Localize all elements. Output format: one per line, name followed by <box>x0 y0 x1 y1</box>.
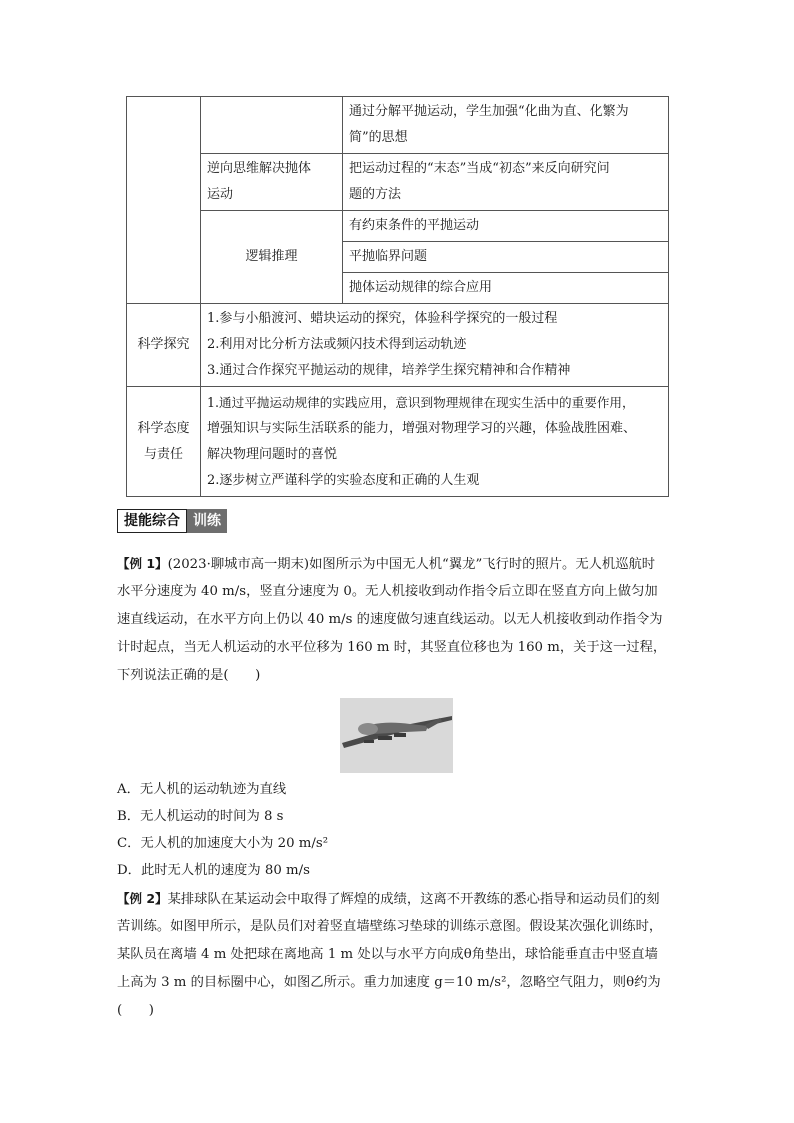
section-heading-left: 提能综合 <box>117 509 187 533</box>
section-heading <box>117 509 227 533</box>
logic-item: 有约束条件的平抛运动 <box>343 211 669 242</box>
attitude-label: 科学态度 与责任 <box>127 387 201 497</box>
method-cell: 逆向思维解决抛体 运动 <box>201 154 343 211</box>
drone-photo <box>340 698 453 773</box>
method-desc-cell: 把运动过程的“末态”当成“初态”来反向研究问 题的方法 <box>343 154 669 211</box>
option-c: C．无人机的加速度大小为 20 m/s² <box>117 836 329 851</box>
example-2-tag: 【例 2】 <box>117 891 168 906</box>
science-inquiry-label: 科学探究 <box>127 304 201 387</box>
option-b: B．无人机运动的时间为 8 s <box>117 809 284 824</box>
example-1-tag: 【例 1】 <box>117 556 168 571</box>
logic-reasoning-cell: 逻辑推理 <box>201 211 343 304</box>
objectives-table <box>126 96 669 497</box>
attitude-content: 1.通过平抛运动规律的实践应用，意识到物理规律在现实生活中的重要作用， 增强知识与实际生活联系的能力，增强对物理学习的兴趣，体验战胜困难、 解决物理问题时的喜悦 2.逐步树立严谨科学的实验态度和正确的人生观 <box>201 387 669 497</box>
option-d: D．此时无人机的速度为 80 m/s <box>117 863 310 878</box>
example-2: 【例 2】某排球队在某运动会中取得了辉煌的成绩，这离不开教练的悉心指导和运动员们的刻 苦训练。如图甲所示，是队员们对着竖直墙壁练习垫球的训练示意图。假设某次强化训练时， 某队员在离墙 4 m 处把球在离地高 1 m 处以与水平方向成θ角垫出，球恰能垂直击中竖直墙 上高为 3 m 的目标圈中心，如图乙所示。重力加速度 g＝10 m/s²，忽略空气阻力，则θ约为 ( ) <box>117 891 663 1018</box>
option-a: A．无人机的运动轨迹为直线 <box>117 782 287 797</box>
logic-item: 抛体运动规律的综合应用 <box>343 273 669 304</box>
method-desc-cell: 通过分解平抛运动，学生加强“化曲为直、化繁为 简”的思想 <box>343 97 669 154</box>
example-1-options <box>117 776 328 884</box>
method-cell-empty <box>201 97 343 154</box>
logic-item: 平抛临界问题 <box>343 242 669 273</box>
drone-image <box>340 698 453 773</box>
section-heading-right: 训练 <box>187 509 227 533</box>
category-cell-empty <box>127 97 201 304</box>
science-inquiry-content: 1.参与小船渡河、蜡块运动的探究，体验科学探究的一般过程 2.利用对比分析方法或频闪技术得到运动轨迹 3.通过合作探究平抛运动的规律，培养学生探究精神和合作精神 <box>201 304 669 387</box>
example-1: 【例 1】(2023·聊城市高一期末)如图所示为中国无人机“翼龙”飞行时的照片。无人机巡航时 水平分速度为 40 m/s，竖直分速度为 0。无人机接收到动作指令后立即在竖直方向上做匀加 速直线运动，在水平方向上仍以 40 m/s 的速度做匀速直线运动。以无人机接收到动作指令为 计时起点，当无人机运动的水平位移为 160 m 时，其竖直位移也为 160 m，关于这一过程， 下列说法正确的是( ) <box>117 556 667 683</box>
